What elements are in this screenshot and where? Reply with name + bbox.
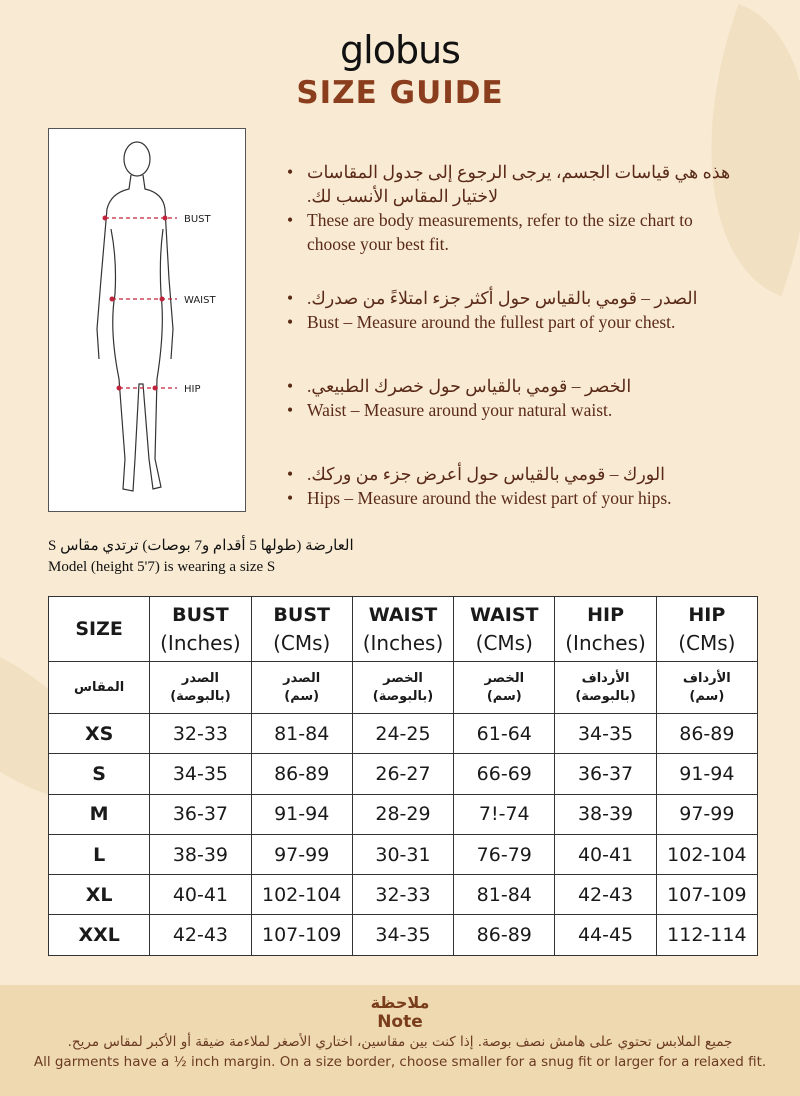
header-unit: (CMs) — [475, 631, 533, 655]
table-cell: 112-114 — [656, 915, 757, 955]
size-cell: XL — [49, 875, 150, 915]
table-cell: 86-89 — [656, 714, 757, 754]
header-label: WAIST — [368, 604, 438, 626]
table-cell: 97-99 — [251, 834, 352, 874]
header-unit: (CMs) — [678, 631, 736, 655]
model-info-ar: العارضة (طولها 5 أقدام و7 بوصات) ترتدي مقاس S — [48, 538, 354, 554]
column-header-ar: الصدر (بالبوصة) — [150, 662, 251, 714]
table-cell: 34-35 — [352, 915, 453, 955]
table-cell: 24-25 — [352, 714, 453, 754]
column-header — [251, 597, 352, 662]
note-title: Note — [377, 1012, 423, 1032]
table-cell: 107-109 — [251, 915, 352, 955]
table-cell: 30-31 — [352, 834, 453, 874]
bust-label: BUST — [184, 214, 211, 225]
table-cell: 81-84 — [454, 875, 555, 915]
table-cell: 86-89 — [251, 754, 352, 794]
header-label: HIP — [688, 604, 726, 626]
header-label: SIZE — [75, 618, 123, 640]
table-cell: 91-94 — [251, 794, 352, 834]
table-cell: 44-45 — [555, 915, 656, 955]
bullet-ar: • الورك – قومي بالقياس حول أعرض جزء من وركك. — [287, 462, 737, 486]
column-header — [555, 597, 656, 662]
bullet-en: • Bust – Measure around the fullest part of your chest. — [287, 310, 737, 334]
model-info — [48, 536, 354, 578]
table-cell: 36-37 — [555, 754, 656, 794]
header-unit: (Inches) — [160, 631, 241, 655]
note-section — [0, 985, 800, 1096]
brand-logo: globus — [340, 28, 460, 72]
page-title: SIZE GUIDE — [296, 75, 504, 111]
size-cell: M — [49, 794, 150, 834]
size-cell: L — [49, 834, 150, 874]
table-row — [49, 875, 758, 915]
table-cell: 42-43 — [150, 915, 251, 955]
table-cell: 38-39 — [555, 794, 656, 834]
table-cell: 102-104 — [656, 834, 757, 874]
column-header-ar: المقاس — [49, 662, 150, 714]
table-cell: 61-64 — [454, 714, 555, 754]
note-text: All garments have a ½ inch margin. On a size border, choose smaller for a snug fit or larger for a relaxed fit. — [33, 1054, 767, 1070]
model-info-en: Model (height 5'7) is wearing a size S — [48, 559, 276, 575]
table-cell: 91-94 — [656, 754, 757, 794]
column-header-ar: الصدر (سم) — [251, 662, 352, 714]
table-cell: 66-69 — [454, 754, 555, 794]
table-cell: 38-39 — [150, 834, 251, 874]
table-cell: 32-33 — [150, 714, 251, 754]
size-table — [48, 596, 758, 956]
header-label: WAIST — [470, 604, 539, 626]
size-cell: XXL — [49, 915, 150, 955]
table-cell: 86-89 — [454, 915, 555, 955]
table-cell: 42-43 — [555, 875, 656, 915]
body-measurement-figure — [48, 128, 246, 512]
bullet-en: • Hips – Measure around the widest part of your hips. — [287, 486, 737, 510]
table-row — [49, 794, 758, 834]
table-row — [49, 754, 758, 794]
measurement-instructions — [287, 160, 737, 540]
header-unit: (Inches) — [362, 631, 444, 655]
table-cell: 102-104 — [251, 875, 352, 915]
table-cell: 7!-74 — [454, 794, 555, 834]
note-text-ar: جميع الملابس تحتوي على هامش نصف بوصة. إذا كنت بين مقاسين، اختاري الأصغر لملاءمة ضيقة أو الأكبر لمقاس مريح. — [67, 1034, 733, 1050]
table-cell: 81-84 — [251, 714, 352, 754]
table-cell: 97-99 — [656, 794, 757, 834]
hip-label: HIP — [184, 384, 201, 395]
bullet-en: • Waist – Measure around your natural waist. — [287, 398, 737, 422]
bullet-ar: • الخصر – قومي بالقياس حول خصرك الطبيعي. — [287, 374, 737, 398]
table-cell: 34-35 — [555, 714, 656, 754]
column-header-ar: الأرداف (بالبوصة) — [555, 662, 656, 714]
column-header — [656, 597, 757, 662]
table-row — [49, 714, 758, 754]
table-row — [49, 834, 758, 874]
header-unit: (Inches) — [565, 631, 646, 655]
table-cell: 34-35 — [150, 754, 251, 794]
column-header-ar: الخصر (بالبوصة) — [352, 662, 453, 714]
column-header — [454, 597, 555, 662]
table-cell: 32-33 — [352, 875, 453, 915]
bullet-ar: • هذه هي قياسات الجسم، يرجى الرجوع إلى جدول المقاسات لاختيار المقاس الأنسب لك. — [287, 160, 737, 208]
column-header — [150, 597, 251, 662]
size-cell: S — [49, 754, 150, 794]
header-label: BUST — [273, 604, 330, 626]
header-unit: (CMs) — [273, 631, 331, 655]
table-cell: 26-27 — [352, 754, 453, 794]
table-row — [49, 915, 758, 955]
size-cell: XS — [49, 714, 150, 754]
note-title-ar: ملاحظة — [370, 993, 430, 1012]
table-cell: 76-79 — [454, 834, 555, 874]
table-cell: 28-29 — [352, 794, 453, 834]
column-header — [352, 597, 453, 662]
column-header-ar: الخصر (سم) — [454, 662, 555, 714]
column-header-ar: الأرداف (سم) — [656, 662, 757, 714]
header-label: BUST — [172, 604, 229, 626]
table-cell: 107-109 — [656, 875, 757, 915]
waist-label: WAIST — [184, 295, 216, 306]
bullet-en: • These are body measurements, refer to the size chart to choose your best fit. — [287, 208, 737, 256]
table-cell: 40-41 — [150, 875, 251, 915]
header-label: HIP — [587, 604, 624, 626]
bullet-ar: • الصدر – قومي بالقياس حول أكثر جزء امتلاءً من صدرك. — [287, 286, 737, 310]
table-cell: 40-41 — [555, 834, 656, 874]
column-header — [49, 597, 150, 662]
table-cell: 36-37 — [150, 794, 251, 834]
